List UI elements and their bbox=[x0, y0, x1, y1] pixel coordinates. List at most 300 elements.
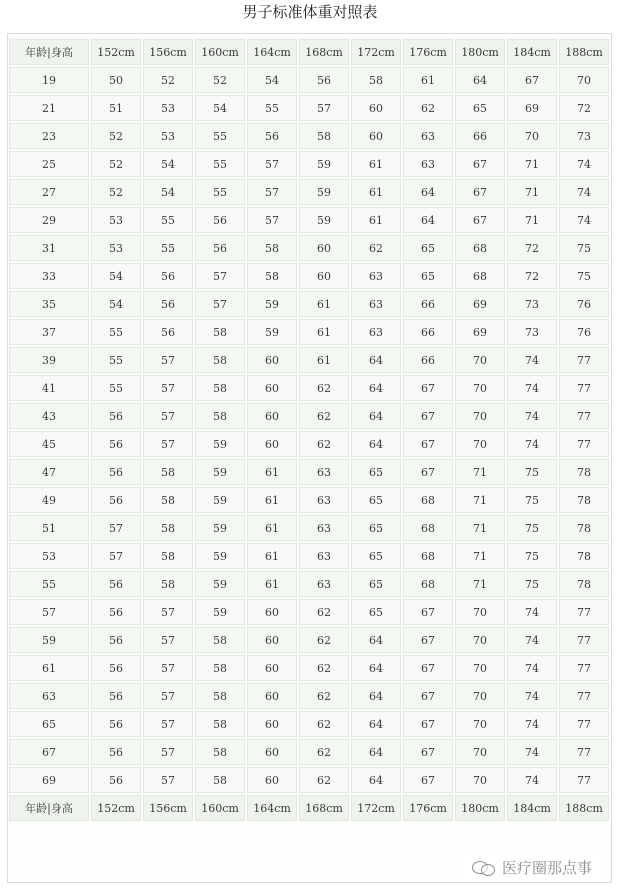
weight-cell: 58 bbox=[195, 655, 245, 681]
weight-cell: 74 bbox=[507, 599, 557, 625]
weight-cell: 75 bbox=[507, 515, 557, 541]
weight-cell: 65 bbox=[351, 459, 401, 485]
weight-cell: 51 bbox=[91, 95, 141, 121]
weight-cell: 61 bbox=[351, 179, 401, 205]
weight-cell: 70 bbox=[455, 375, 505, 401]
footer-row bbox=[9, 795, 609, 821]
table-row bbox=[9, 235, 609, 261]
weight-cell: 64 bbox=[351, 627, 401, 653]
watermark-text: 医疗圈那点事 bbox=[501, 858, 592, 877]
height-header-176cm: 176cm bbox=[403, 795, 453, 821]
weight-cell: 75 bbox=[507, 543, 557, 569]
wechat-icon bbox=[472, 858, 496, 876]
weight-cell: 61 bbox=[403, 67, 453, 93]
weight-cell: 53 bbox=[143, 95, 193, 121]
weight-cell: 62 bbox=[351, 235, 401, 261]
height-header-160cm: 160cm bbox=[195, 39, 245, 65]
weight-cell: 58 bbox=[247, 263, 297, 289]
weight-cell: 57 bbox=[91, 543, 141, 569]
weight-cell: 77 bbox=[559, 347, 609, 373]
height-header-180cm: 180cm bbox=[455, 795, 505, 821]
weight-cell: 57 bbox=[91, 515, 141, 541]
weight-cell: 56 bbox=[299, 67, 349, 93]
weight-cell: 55 bbox=[195, 151, 245, 177]
height-header-160cm: 160cm bbox=[195, 795, 245, 821]
weight-cell: 57 bbox=[143, 767, 193, 793]
weight-cell: 76 bbox=[559, 291, 609, 317]
weight-cell: 67 bbox=[455, 207, 505, 233]
weight-cell: 54 bbox=[143, 179, 193, 205]
table-row bbox=[9, 739, 609, 765]
weight-cell: 70 bbox=[455, 627, 505, 653]
height-header-164cm: 164cm bbox=[247, 39, 297, 65]
weight-cell: 56 bbox=[91, 599, 141, 625]
weight-cell: 62 bbox=[299, 683, 349, 709]
weight-cell: 55 bbox=[143, 207, 193, 233]
weight-cell: 75 bbox=[559, 263, 609, 289]
table-row bbox=[9, 683, 609, 709]
height-header-180cm: 180cm bbox=[455, 39, 505, 65]
age-cell: 57 bbox=[9, 599, 89, 625]
weight-cell: 66 bbox=[455, 123, 505, 149]
weight-cell: 60 bbox=[351, 95, 401, 121]
height-header-164cm: 164cm bbox=[247, 795, 297, 821]
weight-cell: 67 bbox=[403, 375, 453, 401]
weight-cell: 56 bbox=[91, 431, 141, 457]
header-corner: 年龄|身高 bbox=[9, 39, 89, 65]
weight-cell: 78 bbox=[559, 459, 609, 485]
weight-cell: 56 bbox=[91, 459, 141, 485]
weight-cell: 60 bbox=[247, 655, 297, 681]
weight-cell: 78 bbox=[559, 543, 609, 569]
weight-cell: 56 bbox=[247, 123, 297, 149]
weight-cell: 59 bbox=[299, 179, 349, 205]
weight-cell: 58 bbox=[195, 403, 245, 429]
weight-cell: 74 bbox=[507, 347, 557, 373]
weight-cell: 64 bbox=[403, 179, 453, 205]
weight-cell: 75 bbox=[507, 459, 557, 485]
weight-cell: 60 bbox=[247, 347, 297, 373]
weight-cell: 74 bbox=[559, 207, 609, 233]
weight-cell: 66 bbox=[403, 291, 453, 317]
weight-cell: 57 bbox=[143, 599, 193, 625]
weight-cell: 59 bbox=[195, 459, 245, 485]
weight-cell: 63 bbox=[351, 319, 401, 345]
weight-cell: 77 bbox=[559, 627, 609, 653]
weight-cell: 77 bbox=[559, 683, 609, 709]
table-row bbox=[9, 487, 609, 513]
height-header-188cm: 188cm bbox=[559, 39, 609, 65]
weight-cell: 70 bbox=[559, 67, 609, 93]
weight-cell: 74 bbox=[507, 683, 557, 709]
weight-cell: 63 bbox=[403, 123, 453, 149]
weight-cell: 60 bbox=[247, 627, 297, 653]
weight-cell: 61 bbox=[299, 347, 349, 373]
table-row bbox=[9, 711, 609, 737]
table-row bbox=[9, 151, 609, 177]
weight-cell: 58 bbox=[195, 683, 245, 709]
weight-cell: 67 bbox=[403, 711, 453, 737]
weight-cell: 65 bbox=[351, 515, 401, 541]
footer-corner: 年龄|身高 bbox=[9, 795, 89, 821]
weight-cell: 65 bbox=[351, 599, 401, 625]
weight-cell: 55 bbox=[143, 235, 193, 261]
weight-cell: 56 bbox=[195, 235, 245, 261]
weight-cell: 65 bbox=[351, 543, 401, 569]
weight-cell: 73 bbox=[559, 123, 609, 149]
weight-cell: 64 bbox=[351, 431, 401, 457]
table-row bbox=[9, 95, 609, 121]
table-row bbox=[9, 263, 609, 289]
weight-cell: 62 bbox=[299, 375, 349, 401]
age-cell: 69 bbox=[9, 767, 89, 793]
weight-cell: 67 bbox=[403, 599, 453, 625]
weight-cell: 59 bbox=[195, 543, 245, 569]
weight-cell: 59 bbox=[299, 151, 349, 177]
weight-cell: 70 bbox=[455, 655, 505, 681]
weight-cell: 62 bbox=[299, 655, 349, 681]
weight-cell: 70 bbox=[455, 683, 505, 709]
weight-cell: 58 bbox=[351, 67, 401, 93]
weight-cell: 58 bbox=[195, 711, 245, 737]
weight-cell: 64 bbox=[351, 739, 401, 765]
weight-cell: 64 bbox=[403, 207, 453, 233]
weight-cell: 68 bbox=[403, 487, 453, 513]
weight-cell: 62 bbox=[299, 711, 349, 737]
weight-cell: 59 bbox=[299, 207, 349, 233]
table-row bbox=[9, 347, 609, 373]
height-header-152cm: 152cm bbox=[91, 795, 141, 821]
weight-cell: 66 bbox=[403, 319, 453, 345]
weight-cell: 57 bbox=[143, 403, 193, 429]
age-cell: 25 bbox=[9, 151, 89, 177]
height-header-188cm: 188cm bbox=[559, 795, 609, 821]
table-row bbox=[9, 67, 609, 93]
weight-cell: 59 bbox=[247, 291, 297, 317]
weight-cell: 60 bbox=[247, 375, 297, 401]
table-row bbox=[9, 431, 609, 457]
weight-cell: 77 bbox=[559, 655, 609, 681]
header-row bbox=[9, 39, 609, 65]
weight-cell: 65 bbox=[403, 235, 453, 261]
weight-cell: 59 bbox=[195, 599, 245, 625]
table-row bbox=[9, 459, 609, 485]
weight-cell: 60 bbox=[247, 403, 297, 429]
height-header-156cm: 156cm bbox=[143, 39, 193, 65]
age-cell: 37 bbox=[9, 319, 89, 345]
weight-cell: 73 bbox=[507, 291, 557, 317]
weight-cell: 54 bbox=[143, 151, 193, 177]
weight-cell: 57 bbox=[143, 655, 193, 681]
weight-cell: 61 bbox=[351, 151, 401, 177]
weight-cell: 55 bbox=[91, 319, 141, 345]
weight-cell: 77 bbox=[559, 599, 609, 625]
height-header-184cm: 184cm bbox=[507, 39, 557, 65]
weight-cell: 58 bbox=[195, 627, 245, 653]
weight-cell: 61 bbox=[299, 291, 349, 317]
weight-table bbox=[7, 37, 611, 823]
weight-cell: 70 bbox=[455, 403, 505, 429]
weight-cell: 53 bbox=[143, 123, 193, 149]
weight-cell: 60 bbox=[247, 739, 297, 765]
weight-cell: 71 bbox=[455, 543, 505, 569]
weight-cell: 55 bbox=[195, 123, 245, 149]
weight-cell: 55 bbox=[91, 375, 141, 401]
weight-cell: 58 bbox=[195, 375, 245, 401]
weight-cell: 57 bbox=[143, 347, 193, 373]
weight-cell: 56 bbox=[91, 571, 141, 597]
weight-cell: 57 bbox=[247, 179, 297, 205]
age-cell: 45 bbox=[9, 431, 89, 457]
weight-cell: 61 bbox=[247, 543, 297, 569]
weight-cell: 58 bbox=[247, 235, 297, 261]
weight-cell: 67 bbox=[403, 683, 453, 709]
weight-cell: 74 bbox=[559, 151, 609, 177]
weight-cell: 55 bbox=[195, 179, 245, 205]
weight-cell: 54 bbox=[91, 263, 141, 289]
weight-cell: 56 bbox=[143, 263, 193, 289]
weight-cell: 55 bbox=[91, 347, 141, 373]
weight-cell: 54 bbox=[247, 67, 297, 93]
weight-cell: 78 bbox=[559, 571, 609, 597]
weight-cell: 68 bbox=[455, 235, 505, 261]
table-row bbox=[9, 207, 609, 233]
weight-cell: 63 bbox=[299, 459, 349, 485]
age-cell: 49 bbox=[9, 487, 89, 513]
weight-cell: 60 bbox=[247, 711, 297, 737]
weight-cell: 57 bbox=[143, 683, 193, 709]
weight-cell: 62 bbox=[299, 599, 349, 625]
table-row bbox=[9, 515, 609, 541]
weight-cell: 67 bbox=[403, 739, 453, 765]
weight-cell: 67 bbox=[403, 627, 453, 653]
age-cell: 41 bbox=[9, 375, 89, 401]
weight-cell: 74 bbox=[507, 627, 557, 653]
weight-cell: 53 bbox=[91, 235, 141, 261]
watermark bbox=[464, 854, 600, 880]
weight-cell: 77 bbox=[559, 431, 609, 457]
weight-cell: 68 bbox=[455, 263, 505, 289]
weight-cell: 70 bbox=[455, 347, 505, 373]
age-cell: 43 bbox=[9, 403, 89, 429]
weight-cell: 56 bbox=[143, 291, 193, 317]
weight-cell: 58 bbox=[143, 515, 193, 541]
age-cell: 63 bbox=[9, 683, 89, 709]
age-cell: 35 bbox=[9, 291, 89, 317]
weight-cell: 60 bbox=[299, 263, 349, 289]
weight-cell: 71 bbox=[455, 487, 505, 513]
age-cell: 59 bbox=[9, 627, 89, 653]
weight-cell: 57 bbox=[143, 627, 193, 653]
weight-cell: 70 bbox=[455, 431, 505, 457]
weight-cell: 61 bbox=[351, 207, 401, 233]
weight-cell: 56 bbox=[91, 683, 141, 709]
weight-cell: 61 bbox=[247, 487, 297, 513]
page-title: 男子标准体重对照表 bbox=[242, 3, 378, 21]
weight-cell: 78 bbox=[559, 515, 609, 541]
weight-cell: 56 bbox=[91, 655, 141, 681]
weight-cell: 61 bbox=[247, 515, 297, 541]
weight-cell: 75 bbox=[507, 571, 557, 597]
weight-cell: 56 bbox=[91, 403, 141, 429]
weight-cell: 62 bbox=[299, 627, 349, 653]
weight-cell: 58 bbox=[195, 347, 245, 373]
weight-cell: 74 bbox=[507, 431, 557, 457]
weight-cell: 72 bbox=[559, 95, 609, 121]
weight-cell: 58 bbox=[195, 767, 245, 793]
weight-cell: 65 bbox=[455, 95, 505, 121]
weight-cell: 57 bbox=[143, 739, 193, 765]
weight-cell: 59 bbox=[247, 319, 297, 345]
weight-cell: 77 bbox=[559, 375, 609, 401]
weight-cell: 52 bbox=[91, 123, 141, 149]
age-cell: 21 bbox=[9, 95, 89, 121]
height-header-152cm: 152cm bbox=[91, 39, 141, 65]
age-cell: 67 bbox=[9, 739, 89, 765]
weight-cell: 71 bbox=[455, 571, 505, 597]
weight-cell: 69 bbox=[455, 319, 505, 345]
weight-cell: 63 bbox=[299, 571, 349, 597]
weight-cell: 60 bbox=[351, 123, 401, 149]
weight-cell: 59 bbox=[195, 515, 245, 541]
weight-cell: 54 bbox=[195, 95, 245, 121]
height-header-172cm: 172cm bbox=[351, 39, 401, 65]
weight-cell: 70 bbox=[455, 711, 505, 737]
age-cell: 61 bbox=[9, 655, 89, 681]
age-cell: 55 bbox=[9, 571, 89, 597]
weight-cell: 68 bbox=[403, 515, 453, 541]
table-row bbox=[9, 627, 609, 653]
table-row bbox=[9, 599, 609, 625]
age-cell: 47 bbox=[9, 459, 89, 485]
weight-cell: 63 bbox=[351, 263, 401, 289]
weight-cell: 67 bbox=[403, 767, 453, 793]
weight-cell: 57 bbox=[195, 263, 245, 289]
weight-cell: 63 bbox=[299, 543, 349, 569]
weight-cell: 75 bbox=[507, 487, 557, 513]
weight-cell: 67 bbox=[507, 67, 557, 93]
table-body bbox=[9, 67, 609, 793]
weight-cell: 58 bbox=[195, 739, 245, 765]
height-header-168cm: 168cm bbox=[299, 39, 349, 65]
weight-cell: 77 bbox=[559, 767, 609, 793]
weight-cell: 63 bbox=[299, 515, 349, 541]
weight-cell: 58 bbox=[195, 319, 245, 345]
weight-cell: 50 bbox=[91, 67, 141, 93]
weight-cell: 71 bbox=[455, 515, 505, 541]
weight-cell: 61 bbox=[247, 571, 297, 597]
weight-cell: 59 bbox=[195, 571, 245, 597]
weight-cell: 58 bbox=[143, 487, 193, 513]
weight-cell: 71 bbox=[507, 207, 557, 233]
table-row bbox=[9, 123, 609, 149]
weight-cell: 60 bbox=[247, 683, 297, 709]
table-row bbox=[9, 655, 609, 681]
height-header-184cm: 184cm bbox=[507, 795, 557, 821]
age-cell: 19 bbox=[9, 67, 89, 93]
weight-cell: 56 bbox=[195, 207, 245, 233]
age-cell: 31 bbox=[9, 235, 89, 261]
weight-cell: 56 bbox=[91, 487, 141, 513]
weight-cell: 74 bbox=[559, 179, 609, 205]
weight-cell: 52 bbox=[91, 151, 141, 177]
weight-cell: 72 bbox=[507, 235, 557, 261]
weight-cell: 52 bbox=[195, 67, 245, 93]
weight-cell: 64 bbox=[351, 375, 401, 401]
weight-cell: 74 bbox=[507, 655, 557, 681]
weight-cell: 74 bbox=[507, 375, 557, 401]
weight-cell: 53 bbox=[91, 207, 141, 233]
weight-cell: 68 bbox=[403, 543, 453, 569]
weight-cell: 64 bbox=[351, 767, 401, 793]
weight-cell: 67 bbox=[403, 655, 453, 681]
weight-cell: 56 bbox=[91, 627, 141, 653]
weight-cell: 58 bbox=[299, 123, 349, 149]
weight-cell: 64 bbox=[351, 655, 401, 681]
weight-cell: 57 bbox=[247, 207, 297, 233]
height-header-176cm: 176cm bbox=[403, 39, 453, 65]
age-cell: 65 bbox=[9, 711, 89, 737]
weight-cell: 68 bbox=[403, 571, 453, 597]
weight-cell: 74 bbox=[507, 403, 557, 429]
height-header-168cm: 168cm bbox=[299, 795, 349, 821]
weight-cell: 60 bbox=[247, 599, 297, 625]
weight-cell: 77 bbox=[559, 403, 609, 429]
weight-cell: 63 bbox=[299, 487, 349, 513]
height-header-172cm: 172cm bbox=[351, 795, 401, 821]
weight-cell: 58 bbox=[143, 543, 193, 569]
weight-cell: 54 bbox=[91, 291, 141, 317]
weight-cell: 62 bbox=[299, 767, 349, 793]
age-cell: 23 bbox=[9, 123, 89, 149]
weight-cell: 59 bbox=[195, 487, 245, 513]
weight-cell: 65 bbox=[351, 487, 401, 513]
weight-cell: 61 bbox=[299, 319, 349, 345]
table-row bbox=[9, 319, 609, 345]
weight-cell: 56 bbox=[91, 711, 141, 737]
weight-cell: 71 bbox=[455, 459, 505, 485]
weight-cell: 70 bbox=[507, 123, 557, 149]
weight-cell: 67 bbox=[455, 179, 505, 205]
weight-cell: 56 bbox=[143, 319, 193, 345]
weight-cell: 62 bbox=[299, 403, 349, 429]
weight-cell: 62 bbox=[299, 739, 349, 765]
weight-cell: 64 bbox=[351, 347, 401, 373]
weight-cell: 60 bbox=[247, 767, 297, 793]
weight-cell: 65 bbox=[403, 263, 453, 289]
weight-cell: 57 bbox=[143, 431, 193, 457]
weight-cell: 61 bbox=[247, 459, 297, 485]
weight-cell: 74 bbox=[507, 711, 557, 737]
weight-cell: 67 bbox=[403, 459, 453, 485]
weight-cell: 69 bbox=[455, 291, 505, 317]
age-cell: 33 bbox=[9, 263, 89, 289]
weight-cell: 70 bbox=[455, 767, 505, 793]
weight-cell: 63 bbox=[351, 291, 401, 317]
table-row bbox=[9, 543, 609, 569]
weight-cell: 69 bbox=[507, 95, 557, 121]
table-row bbox=[9, 179, 609, 205]
weight-cell: 57 bbox=[247, 151, 297, 177]
weight-cell: 65 bbox=[351, 571, 401, 597]
table-row bbox=[9, 571, 609, 597]
weight-cell: 52 bbox=[91, 179, 141, 205]
table-row bbox=[9, 291, 609, 317]
weight-cell: 73 bbox=[507, 319, 557, 345]
weight-cell: 76 bbox=[559, 319, 609, 345]
weight-cell: 77 bbox=[559, 711, 609, 737]
weight-cell: 71 bbox=[507, 179, 557, 205]
